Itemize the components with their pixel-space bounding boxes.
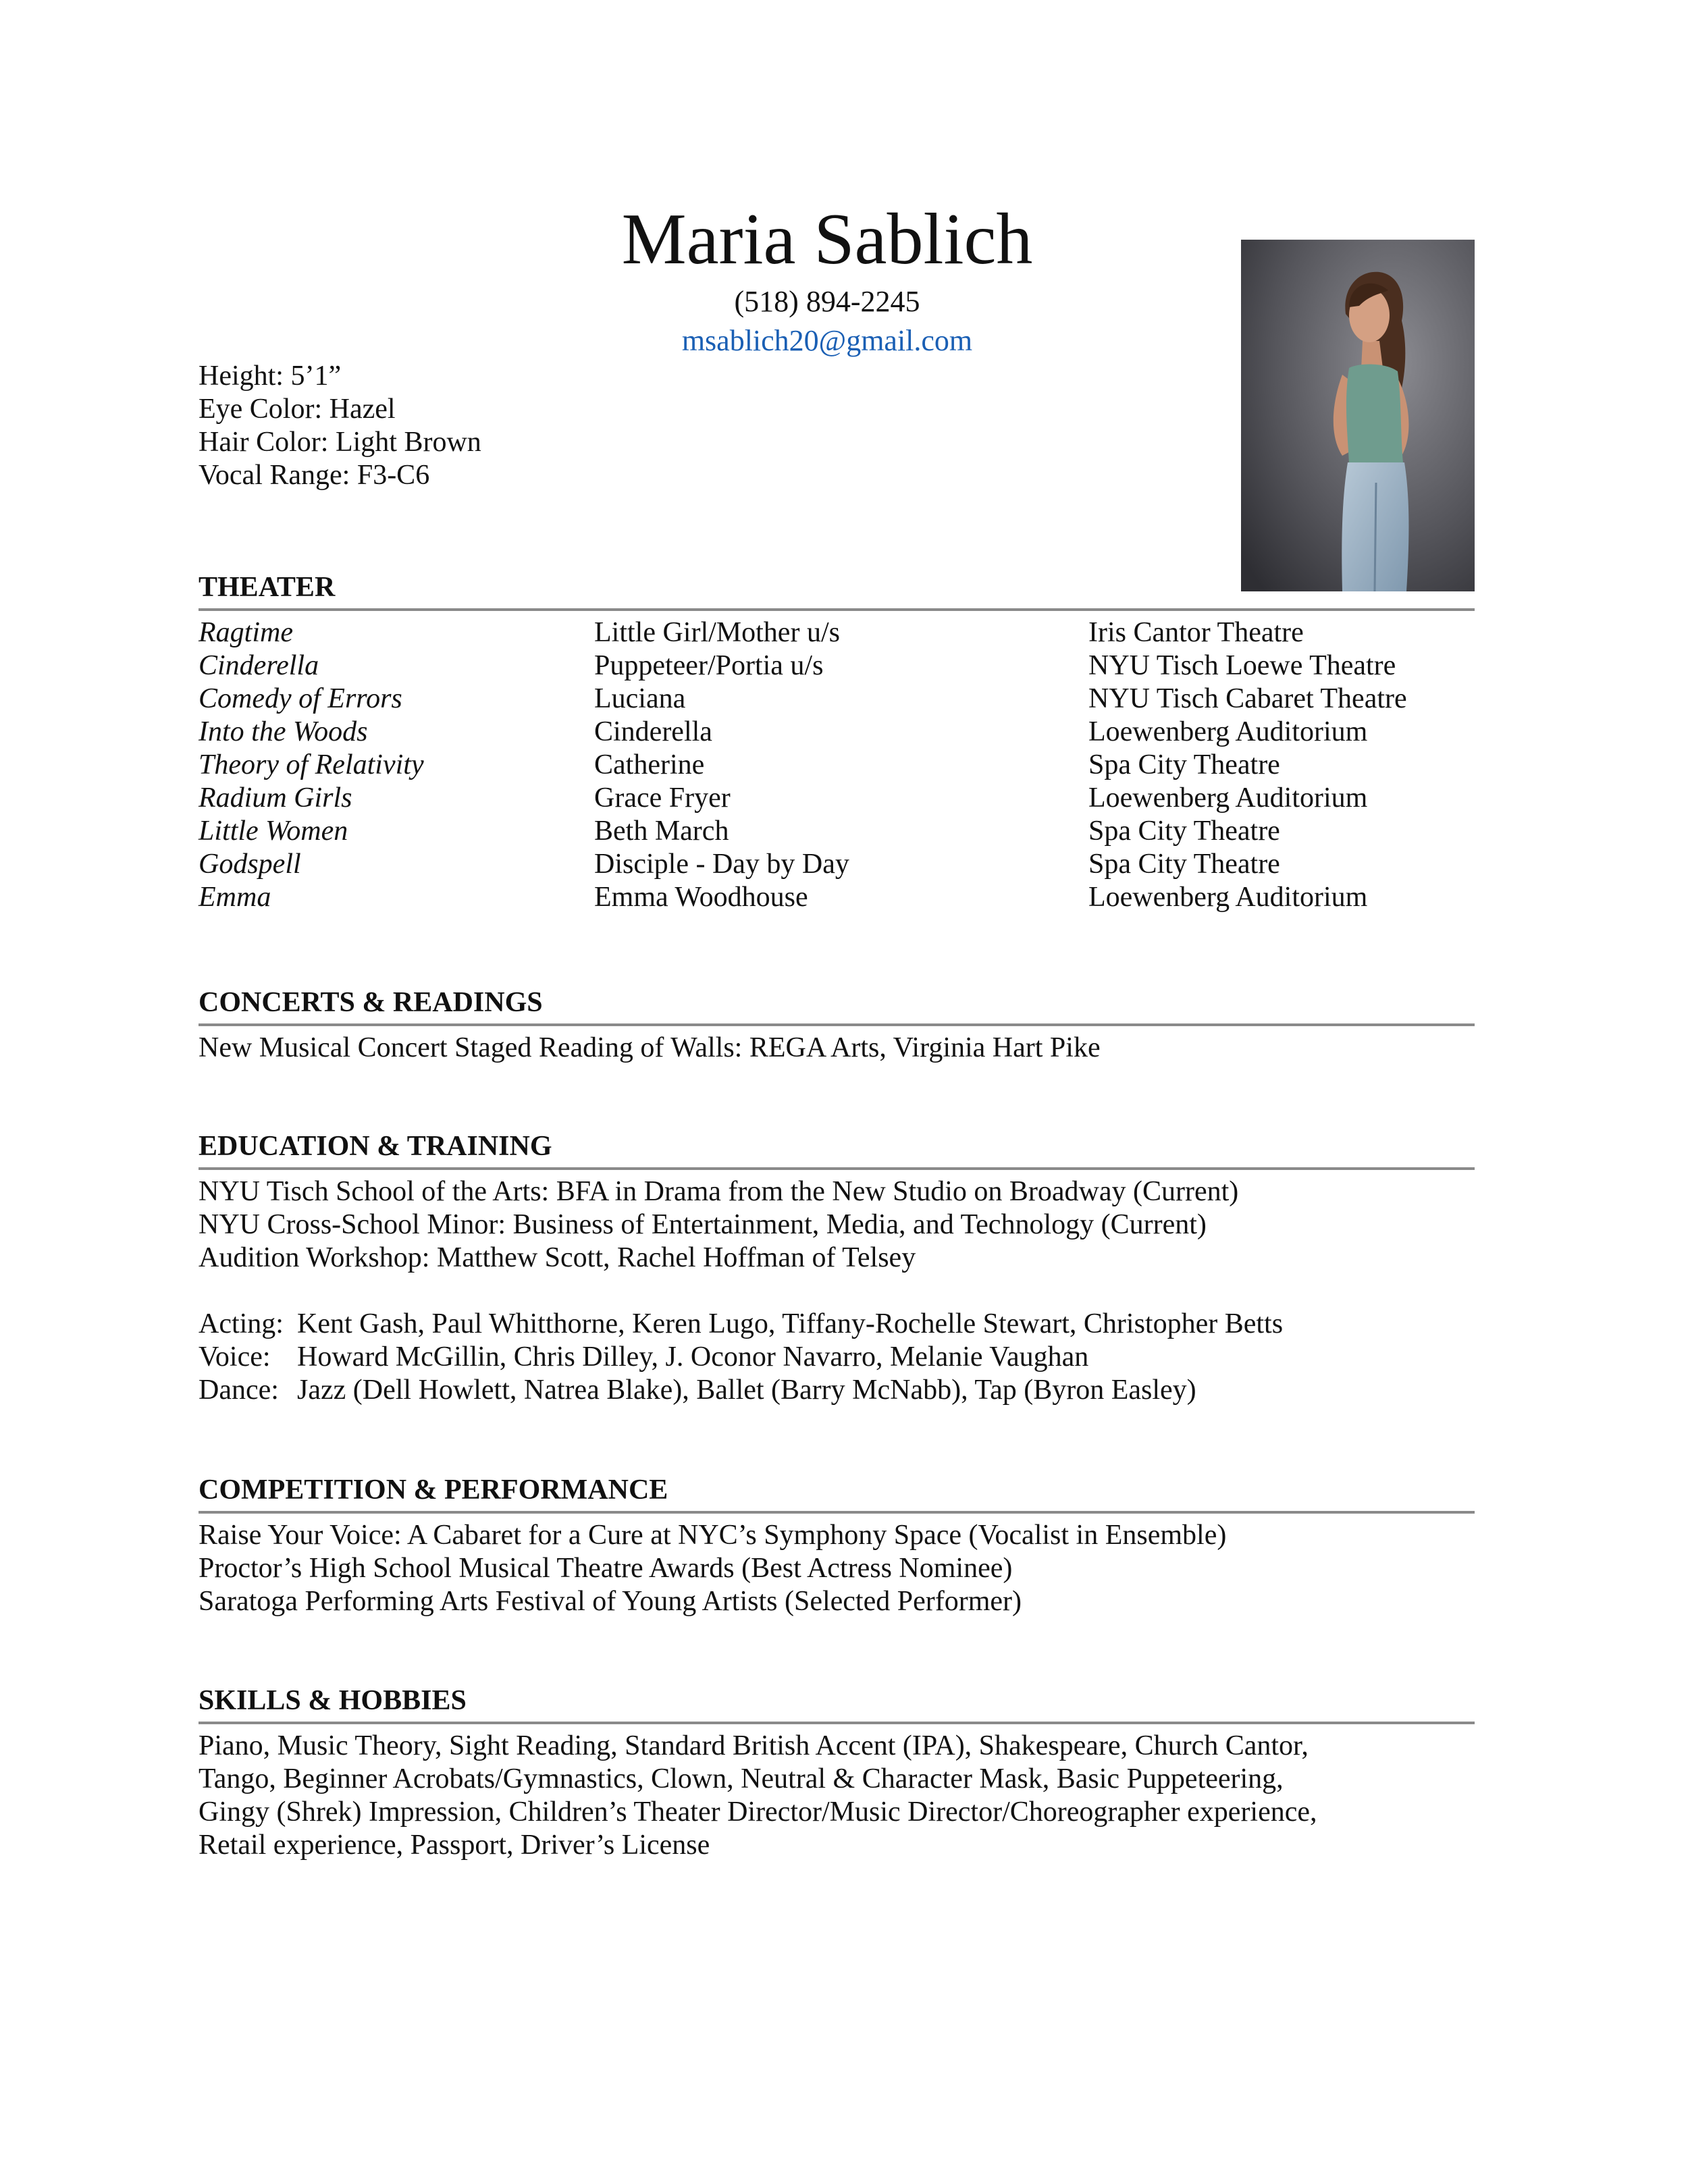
education-item: NYU Tisch School of the Arts: BFA in Drama from the New Studio on Broadway (Current) xyxy=(199,1176,1239,1207)
role: Disciple - Day by Day xyxy=(594,849,849,880)
show-title: Theory of Relativity xyxy=(199,749,424,780)
skills-section xyxy=(199,1684,1475,1862)
training-label: Dance: xyxy=(199,1375,279,1406)
training-text: Jazz (Dell Howlett, Natrea Blake), Ballet (Barry McNabb), Tap (Byron Easley) xyxy=(297,1375,1196,1406)
training-text: Howard McGillin, Chris Dilley, J. Oconor Navarro, Melanie Vaughan xyxy=(297,1341,1089,1373)
competition-section xyxy=(199,1473,1475,1618)
training-text: Kent Gash, Paul Whitthorne, Keren Lugo, Tiffany-Rochelle Stewart, Christopher Betts xyxy=(297,1308,1284,1339)
venue: NYU Tisch Loewe Theatre xyxy=(1088,650,1396,681)
training-row-dance xyxy=(199,1374,1475,1407)
stat-vocal-range: Vocal Range: F3-C6 xyxy=(199,460,430,491)
training-label: Voice: xyxy=(199,1341,271,1373)
competition-item: Proctor’s High School Musical Theatre Awards (Best Actress Nominee) xyxy=(199,1553,1013,1584)
role: Puppeteer/Portia u/s xyxy=(594,650,824,681)
concerts-section xyxy=(199,986,1475,1065)
venue: Loewenberg Auditorium xyxy=(1088,716,1368,747)
resume-name: Maria Sablich xyxy=(621,199,1033,279)
venue: Loewenberg Auditorium xyxy=(1088,782,1368,814)
show-title: Godspell xyxy=(199,849,301,880)
credit-row xyxy=(199,649,1475,683)
education-item: Audition Workshop: Matthew Scott, Rachel Hoffman of Telsey xyxy=(199,1242,916,1273)
credit-row xyxy=(199,716,1475,749)
competition-item: Raise Your Voice: A Cabaret for a Cure at NYC’s Symphony Space (Vocalist in Ensemble) xyxy=(199,1520,1227,1551)
role: Emma Woodhouse xyxy=(594,882,808,913)
education-list xyxy=(199,1170,1475,1407)
venue: Loewenberg Auditorium xyxy=(1088,882,1368,913)
show-title: Emma xyxy=(199,882,271,913)
concerts-list xyxy=(199,1026,1475,1065)
skills-line: Gingy (Shrek) Impression, Children’s Theater Director/Music Director/Choreographer experience, xyxy=(199,1796,1317,1828)
personal-stats xyxy=(199,360,481,492)
show-title: Radium Girls xyxy=(199,782,352,814)
headshot-photo xyxy=(1241,240,1475,591)
venue: NYU Tisch Cabaret Theatre xyxy=(1088,683,1407,714)
stat-hair-color: Hair Color: Light Brown xyxy=(199,427,481,458)
show-title: Cinderella xyxy=(199,650,319,681)
venue: Spa City Theatre xyxy=(1088,849,1280,880)
skills-line: Tango, Beginner Acrobats/Gymnastics, Clown, Neutral & Character Mask, Basic Puppeteering, xyxy=(199,1763,1284,1794)
education-section xyxy=(199,1129,1475,1407)
venue: Iris Cantor Theatre xyxy=(1088,617,1304,648)
theater-section xyxy=(199,570,1475,914)
credit-row xyxy=(199,616,1475,649)
stat-height: Height: 5’1” xyxy=(199,361,342,392)
competition-item: Saratoga Performing Arts Festival of Young Artists (Selected Performer) xyxy=(199,1586,1022,1617)
role: Grace Fryer xyxy=(594,782,731,814)
concert-item: New Musical Concert Staged Reading of Walls: REGA Arts, Virginia Hart Pike xyxy=(199,1032,1101,1063)
role: Catherine xyxy=(594,749,705,780)
spacer xyxy=(199,1275,1475,1308)
show-title: Ragtime xyxy=(199,617,293,648)
show-title: Little Women xyxy=(199,816,348,847)
venue: Spa City Theatre xyxy=(1088,749,1280,780)
training-label: Acting: xyxy=(199,1308,284,1339)
venue: Spa City Theatre xyxy=(1088,816,1280,847)
credit-row xyxy=(199,815,1475,848)
section-title-competition: COMPETITION & PERFORMANCE xyxy=(199,1473,1475,1514)
credit-row xyxy=(199,749,1475,782)
role: Beth March xyxy=(594,816,729,847)
role: Little Girl/Mother u/s xyxy=(594,617,840,648)
section-title-concerts: CONCERTS & READINGS xyxy=(199,986,1475,1026)
credit-row xyxy=(199,782,1475,815)
phone-number: (518) 894-2245 xyxy=(734,285,920,318)
training-row-voice xyxy=(199,1341,1475,1374)
theater-credits xyxy=(199,611,1475,914)
skills-list xyxy=(199,1724,1475,1862)
section-title-theater: THEATER xyxy=(199,570,1475,611)
credit-row xyxy=(199,848,1475,881)
show-title: Into the Woods xyxy=(199,716,368,747)
role: Cinderella xyxy=(594,716,712,747)
email-link[interactable]: msablich20@gmail.com xyxy=(681,324,973,357)
competition-list xyxy=(199,1514,1475,1618)
section-title-education: EDUCATION & TRAINING xyxy=(199,1129,1475,1170)
credit-row xyxy=(199,881,1475,914)
skills-line: Retail experience, Passport, Driver’s License xyxy=(199,1830,710,1861)
role: Luciana xyxy=(594,683,686,714)
credit-row xyxy=(199,683,1475,716)
show-title: Comedy of Errors xyxy=(199,683,402,714)
stat-eye-color: Eye Color: Hazel xyxy=(199,394,396,425)
skills-line: Piano, Music Theory, Sight Reading, Standard British Accent (IPA), Shakespeare, Church Cantor, xyxy=(199,1730,1309,1761)
training-row-acting xyxy=(199,1308,1475,1341)
section-title-skills: SKILLS & HOBBIES xyxy=(199,1684,1475,1724)
education-item: NYU Cross-School Minor: Business of Entertainment, Media, and Technology (Current) xyxy=(199,1209,1207,1240)
